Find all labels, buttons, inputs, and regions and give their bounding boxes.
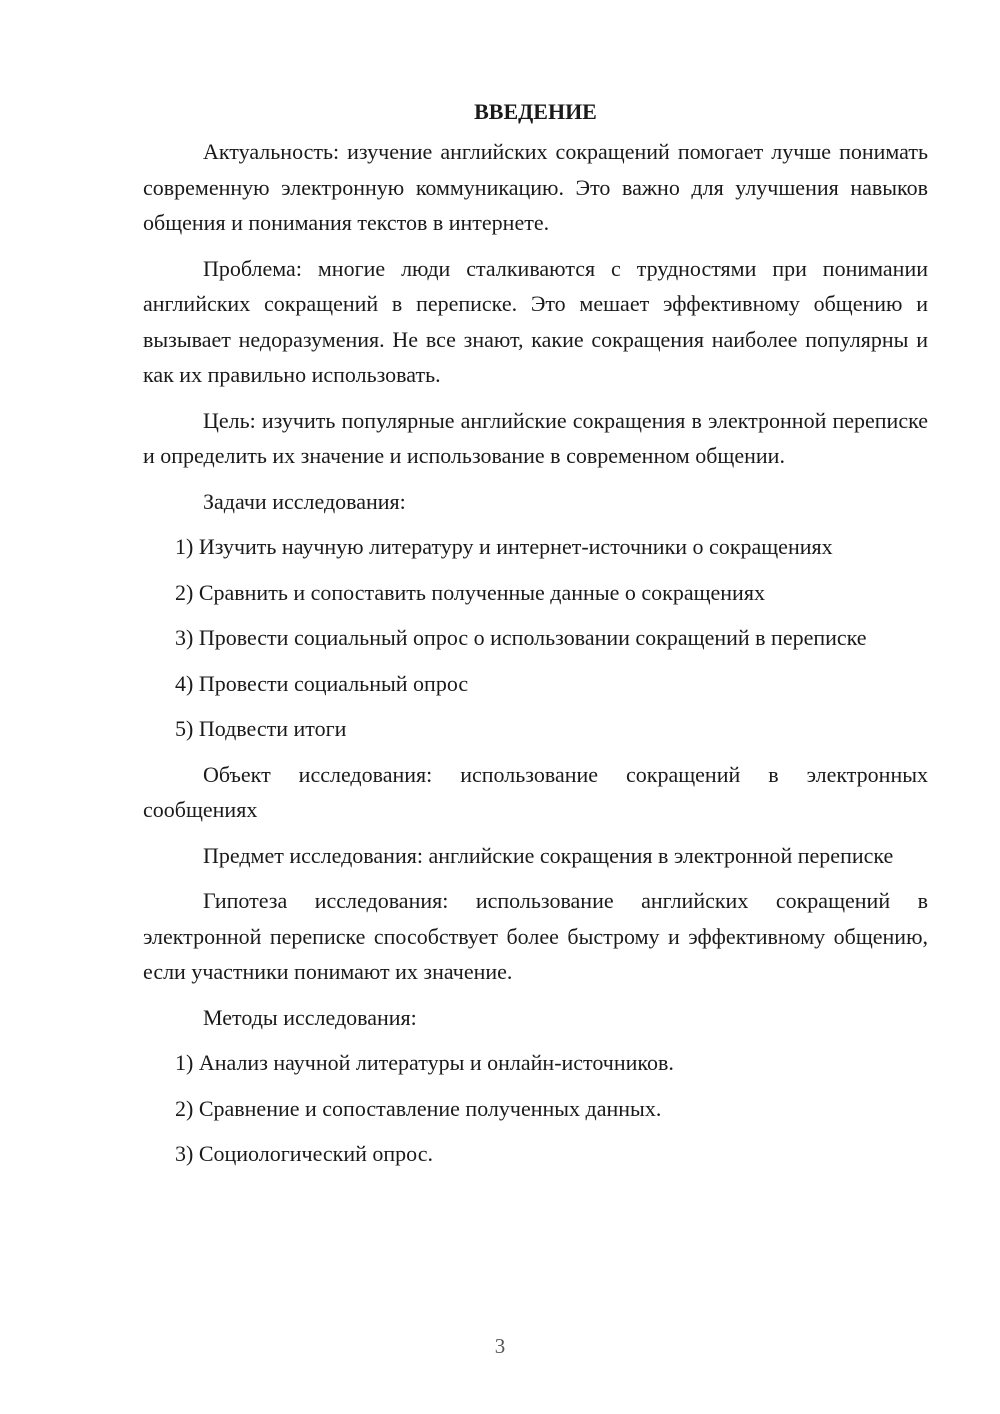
goal-paragraph: Цель: изучить популярные английские сокращения в электронной переписке и определить их значение и использование в современном общении.: [143, 407, 928, 468]
section-title: ВВЕДЕНИЕ: [474, 99, 597, 124]
method-item-2: 2) Сравнение и сопоставление полученных данных.: [175, 1095, 662, 1121]
page-content: [143, 98, 928, 1182]
task-item-3: 3) Провести социальный опрос о использовании сокращений в переписке: [175, 625, 867, 650]
method-item-3: 3) Социологический опрос.: [175, 1141, 433, 1166]
page-number: 3: [494, 1334, 506, 1358]
object-paragraph: Объект исследования: использование сокращений в электронных сообщениях: [143, 761, 928, 822]
method-item-1: 1) Анализ научной литературы и онлайн-источников.: [175, 1050, 674, 1075]
subject-paragraph: Предмет исследования: английские сокращения в электронной переписке: [203, 842, 894, 868]
tasks-heading: Задачи исследования:: [203, 488, 406, 514]
task-item-5: 5) Подвести итоги: [175, 716, 347, 741]
problem-paragraph: Проблема: многие люди сталкиваются с трудностями при понимании английских сокращений в переписке. Это мешает эффективному общению и вызывает недоразумения. Не все знают, какие сокращения наиболее популярны и как их правильно использовать.: [143, 255, 928, 387]
task-item-1: 1) Изучить научную литературу и интернет-источники о сокращениях: [175, 534, 833, 559]
methods-heading: Методы исследования:: [203, 1004, 417, 1030]
hypothesis-paragraph: Гипотеза исследования: использование английских сокращений в электронной переписке способствует более быстрому и эффективному общению, если участники понимают их значение.: [143, 888, 928, 984]
relevance-paragraph: Актуальность: изучение английских сокращений помогает лучше понимать современную электронную коммуникацию. Это важно для улучшения навыков общения и понимания текстов в интернете.: [143, 139, 928, 235]
task-item-2: 2) Сравнить и сопоставить полученные данные о сокращениях: [175, 579, 765, 605]
task-item-4: 4) Провести социальный опрос: [175, 670, 469, 696]
